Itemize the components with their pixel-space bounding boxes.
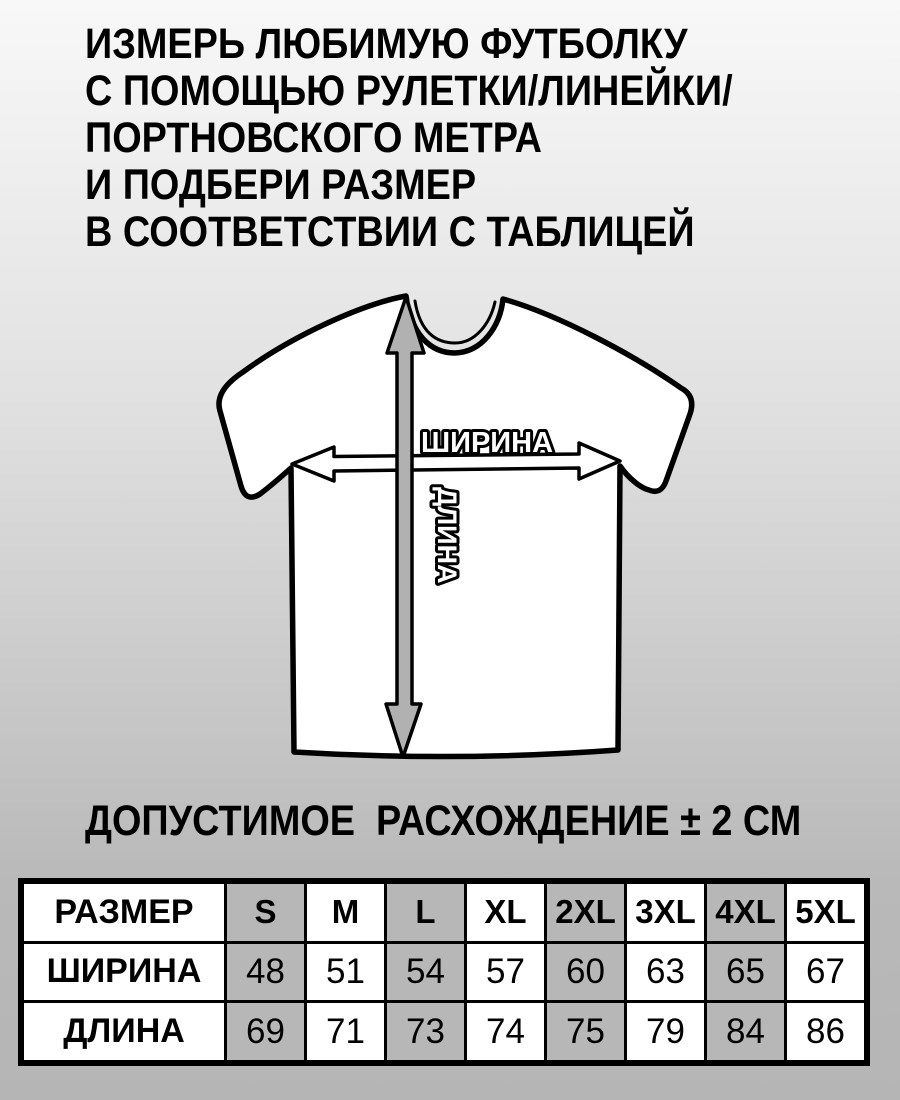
- width-row-label: ШИРИНА: [24, 944, 224, 1001]
- length-value-cell: 73: [387, 1003, 464, 1060]
- width-value-cell: 57: [467, 944, 544, 1001]
- length-value-cell: 86: [787, 1003, 864, 1060]
- size-header-cell: M: [307, 884, 384, 941]
- size-header-cell: 2XL: [547, 884, 624, 941]
- tolerance-note: ДОПУСТИМОЕ РАСХОЖДЕНИЕ ± 2 СМ: [85, 797, 802, 845]
- length-value-cell: 69: [227, 1003, 304, 1060]
- size-header-cell: XL: [467, 884, 544, 941]
- width-value-cell: 67: [787, 944, 864, 1001]
- heading-line: С ПОМОЩЬЮ РУЛЕТКИ/ЛИНЕЙКИ/: [85, 67, 733, 115]
- width-value-cell: 48: [227, 944, 304, 1001]
- length-value-cell: 74: [467, 1003, 544, 1060]
- size-header-cell: L: [387, 884, 464, 941]
- length-value-cell: 75: [547, 1003, 624, 1060]
- length-label: ДЛИНА: [432, 487, 462, 584]
- heading-line: В СООТВЕТСТВИИ С ТАБЛИЦЕЙ: [85, 208, 695, 256]
- length-value-cell: 84: [707, 1003, 784, 1060]
- width-value-cell: 63: [627, 944, 704, 1001]
- width-value-cell: 65: [707, 944, 784, 1001]
- collar-inner-line: [415, 301, 495, 343]
- width-value-cell: 54: [387, 944, 464, 1001]
- width-label: ШИРИНА: [420, 427, 554, 459]
- width-value-cell: 51: [307, 944, 384, 1001]
- length-value-cell: 71: [307, 1003, 384, 1060]
- size-header-cell: 3XL: [627, 884, 704, 941]
- size-header-cell: 5XL: [787, 884, 864, 941]
- width-value-cell: 60: [547, 944, 624, 1001]
- size-header-cell: 4XL: [707, 884, 784, 941]
- heading-line: ИЗМЕРЬ ЛЮБИМУЮ ФУТБОЛКУ: [85, 20, 688, 68]
- size-table-header-label: РАЗМЕР: [24, 884, 224, 941]
- heading-line: И ПОДБЕРИ РАЗМЕР: [85, 161, 477, 209]
- length-value-cell: 79: [627, 1003, 704, 1060]
- size-table: [18, 878, 870, 1066]
- size-header-cell: S: [227, 884, 304, 941]
- heading-line: ПОРТНОВСКОГО МЕТРА: [85, 114, 543, 162]
- length-row-label: ДЛИНА: [24, 1003, 224, 1060]
